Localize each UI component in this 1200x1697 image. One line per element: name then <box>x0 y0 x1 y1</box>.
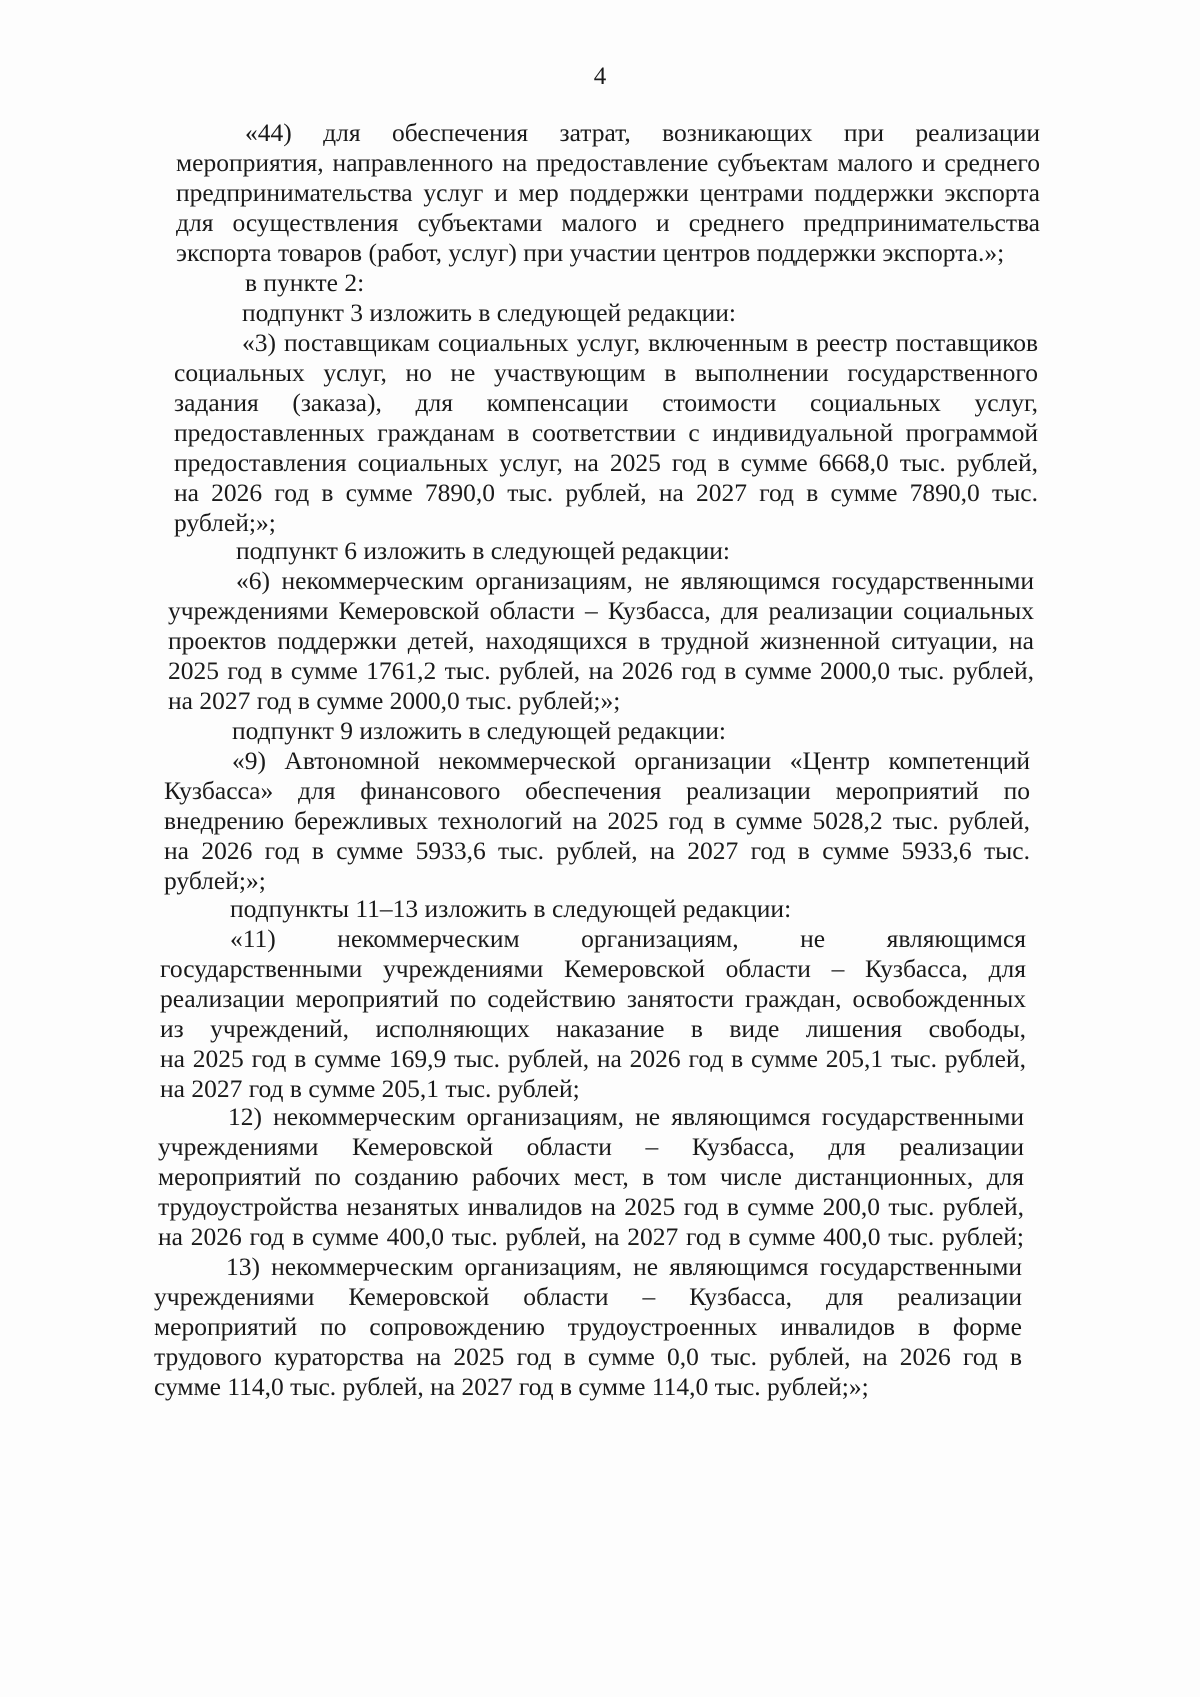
paragraph-sub9-intro <box>0 716 1200 746</box>
text-line: подпункт 3 изложить в следующей редакции: <box>242 298 736 327</box>
paragraph-sub11 <box>0 924 1200 1104</box>
text-line: на 2026 год в сумме 7890,0 тыс. рублей, на 2027 год в сумме 7890,0 тыс. <box>174 478 1038 507</box>
text-line: учреждениями Кемеровской области – Кузбасса, для реализации <box>154 1282 1022 1311</box>
text-line: 2025 год в сумме 1761,2 тыс. рублей, на 2026 год в сумме 2000,0 тыс. рублей, <box>168 656 1034 685</box>
text-line: рублей;»; <box>164 866 266 895</box>
text-line: задания (заказа), для компенсации стоимости социальных услуг, <box>174 388 1038 417</box>
text-line: экспорта товаров (работ, услуг) при участии центров поддержки экспорта.»; <box>176 238 1005 267</box>
text-line: 12) некоммерческим организациям, не являющимся государственными <box>228 1102 1024 1131</box>
text-line: предоставления социальных услуг, на 2025 год в сумме 6668,0 тыс. рублей, <box>174 448 1038 477</box>
text-line: «9) Автономной некоммерческой организации «Центр компетенций <box>232 746 1030 775</box>
text-line: учреждениями Кемеровской области – Кузбасса, для реализации <box>158 1132 1024 1161</box>
paragraph-sub6-intro <box>0 536 1200 566</box>
text-line: подпункт 6 изложить в следующей редакции: <box>236 536 730 565</box>
text-line: «44) для обеспечения затрат, возникающих при реализации <box>245 118 1040 147</box>
text-line: мероприятий по сопровождению трудоустроенных инвалидов в форме <box>154 1312 1022 1341</box>
text-line: мероприятий по созданию рабочих мест, в том числе дистанционных, для <box>158 1162 1024 1191</box>
text-line: трудового кураторства на 2025 год в сумме 0,0 тыс. рублей, на 2026 год в <box>154 1342 1022 1371</box>
text-line: мероприятия, направленного на предоставление субъектам малого и среднего <box>176 148 1040 177</box>
paragraph-sub3-intro <box>0 298 1200 328</box>
text-line: Кузбасса» для финансового обеспечения реализации мероприятий по <box>164 776 1030 805</box>
paragraph-point2 <box>0 268 1200 298</box>
text-line: «6) некоммерческим организациям, не являющимся государственными <box>236 566 1034 595</box>
paragraph-sub3 <box>0 328 1200 538</box>
text-line: рублей;»; <box>174 508 276 537</box>
text-line: на 2027 год в сумме 2000,0 тыс. рублей;»; <box>168 686 621 715</box>
text-line: «3) поставщикам социальных услуг, включенным в реестр поставщиков <box>242 328 1038 357</box>
text-line: сумме 114,0 тыс. рублей, на 2027 год в сумме 114,0 тыс. рублей;»; <box>154 1372 869 1401</box>
paragraph-sub11-13-intro <box>0 894 1200 924</box>
paragraph-sub9 <box>0 746 1200 896</box>
text-line: на 2025 год в сумме 169,9 тыс. рублей, на 2026 год в сумме 205,1 тыс. рублей, <box>160 1044 1026 1073</box>
text-line: на 2027 год в сумме 205,1 тыс. рублей; <box>160 1074 580 1103</box>
paragraph-sub13 <box>0 1252 1200 1402</box>
paragraph-sub12 <box>0 1102 1200 1252</box>
text-line: для осуществления субъектами малого и среднего предпринимательства <box>176 208 1040 237</box>
text-line: проектов поддержки детей, находящихся в трудной жизненной ситуации, на <box>168 626 1034 655</box>
text-line: подпункт 9 изложить в следующей редакции: <box>232 716 726 745</box>
text-line: внедрению бережливых технологий на 2025 год в сумме 5028,2 тыс. рублей, <box>164 806 1030 835</box>
text-line: подпункты 11–13 изложить в следующей редакции: <box>230 894 792 923</box>
text-line: из учреждений, исполняющих наказание в виде лишения свободы, <box>160 1014 1026 1043</box>
page-number: 4 <box>593 63 607 90</box>
paragraph-p44 <box>0 118 1200 268</box>
text-line: «11) некоммерческим организациям, не являющимся <box>230 924 1026 953</box>
text-line: предпринимательства услуг и мер поддержки центрами поддержки экспорта <box>176 178 1040 207</box>
text-line: 13) некоммерческим организациям, не являющимся государственными <box>226 1252 1022 1281</box>
text-line: трудоустройства незанятых инвалидов на 2025 год в сумме 200,0 тыс. рублей, <box>158 1192 1024 1221</box>
text-line: предоставленных гражданам в соответствии с индивидуальной программой <box>174 418 1038 447</box>
text-line: учреждениями Кемеровской области – Кузбасса, для реализации социальных <box>168 596 1034 625</box>
text-line: реализации мероприятий по содействию занятости граждан, освобожденных <box>160 984 1026 1013</box>
text-line: в пункте 2: <box>245 268 365 297</box>
text-line: государственными учреждениями Кемеровской области – Кузбасса, для <box>160 954 1026 983</box>
text-line: на 2026 год в сумме 400,0 тыс. рублей, на 2027 год в сумме 400,0 тыс. рублей; <box>158 1222 1024 1251</box>
paragraph-sub6 <box>0 566 1200 716</box>
text-line: на 2026 год в сумме 5933,6 тыс. рублей, на 2027 год в сумме 5933,6 тыс. <box>164 836 1030 865</box>
text-line: социальных услуг, но не участвующим в выполнении государственного <box>174 358 1038 387</box>
